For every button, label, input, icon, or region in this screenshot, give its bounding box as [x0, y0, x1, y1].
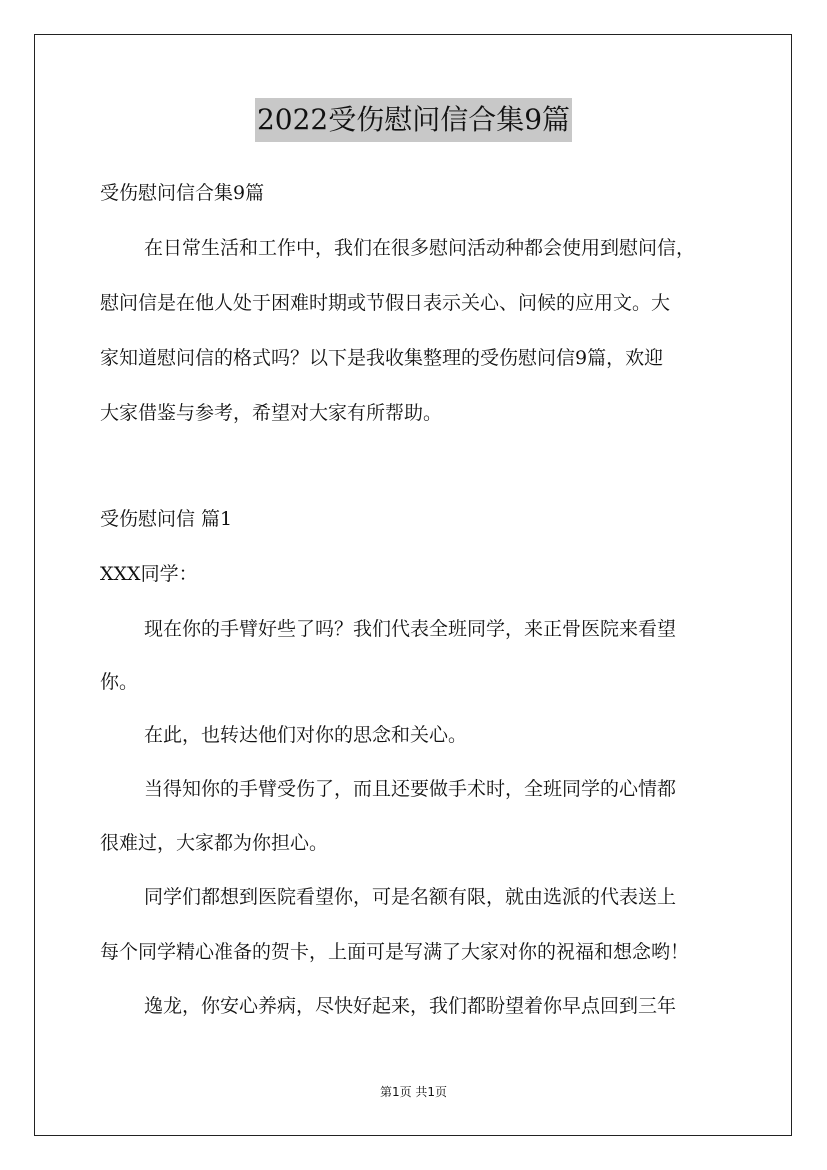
- body-line-6: 同学们都想到医院看望你，可是名额有限，就由选派的代表送上: [144, 886, 677, 908]
- body-line-8: 逸龙，你安心养病，尽快好起来，我们都盼望着你早点回到三年: [144, 995, 677, 1017]
- body-line-7: 每个同学精心准备的贺卡，上面可是写满了大家对你的祝福和想念哟！: [100, 941, 690, 963]
- intro-line-3: 家知道慰问信的格式吗？以下是我收集整理的受伤慰问信9篇，欢迎: [100, 347, 664, 369]
- document-title: [0, 98, 827, 146]
- body-line-1: 现在你的手臂好些了吗？我们代表全班同学，来正骨医院来看望: [144, 618, 677, 640]
- body-line-5: 很难过，大家都为你担心。: [100, 832, 329, 854]
- intro-line-1: 在日常生活和工作中，我们在很多慰问活动种都会使用到慰问信，: [144, 237, 696, 259]
- document-subtitle: 受伤慰问信合集9篇: [100, 182, 265, 204]
- body-line-4: 当得知你的手臂受伤了，而且还要做手术时，全班同学的心情都: [144, 778, 677, 800]
- section-heading: 受伤慰问信 篇1: [100, 508, 233, 530]
- intro-line-2: 慰问信是在他人处于困难时期或节假日表示关心、问候的应用文。大: [100, 292, 671, 314]
- document-title-text: 2022受伤慰问信合集9篇: [255, 98, 572, 142]
- body-line-3: 在此，也转达他们对你的思念和关心。: [144, 724, 468, 746]
- body-line-2: 你。: [100, 671, 139, 693]
- intro-line-4: 大家借鉴与参考，希望对大家有所帮助。: [100, 402, 443, 424]
- page-footer: 第1页 共1页: [379, 1085, 448, 1099]
- salutation: XXX同学：: [100, 563, 198, 585]
